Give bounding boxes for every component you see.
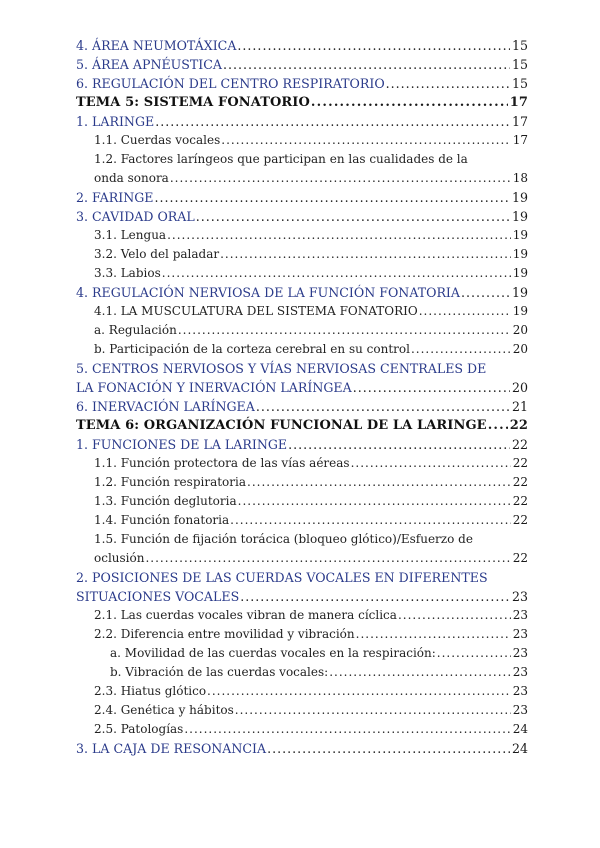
toc-chapter[interactable] [76, 93, 528, 112]
toc-entry[interactable] [76, 454, 528, 473]
toc-entry[interactable] [76, 720, 528, 739]
dot-leader [329, 663, 511, 682]
toc-entry[interactable] [76, 150, 528, 188]
dot-leader [461, 283, 510, 302]
toc-entry-title: 5. ÁREA APNÉUSTICA [76, 57, 223, 72]
toc-entry-title: 4. REGULACIÓN NERVIOSA DE LA FUNCIÓN FONATORIA [76, 285, 460, 300]
toc-entry-title: 2. FARINGE [76, 190, 154, 205]
table-of-contents [76, 36, 528, 758]
dot-leader [178, 321, 511, 340]
toc-entry-title-first-line: 5. CENTROS NERVIOSOS Y VÍAS NERVIOSAS CENTRALES DE [76, 361, 487, 376]
toc-page-number: 23 [511, 589, 528, 604]
dot-leader [145, 549, 510, 568]
toc-page-number: 24 [512, 722, 528, 736]
dot-leader [184, 720, 510, 739]
toc-entry[interactable] [76, 55, 528, 74]
toc-entry-title: 3.3. Labios [94, 266, 161, 280]
toc-entry[interactable] [76, 74, 528, 93]
toc-page-number: 19 [512, 228, 528, 242]
toc-page-number: 22 [512, 513, 528, 527]
toc-entry[interactable] [76, 473, 528, 492]
dot-leader [221, 131, 510, 150]
toc-entry-title: 2.2. Diferencia entre movilidad y vibración [94, 627, 355, 641]
toc-entry-title: 6. INERVACIÓN LARÍNGEA [76, 399, 255, 414]
toc-page-number: 20 [512, 323, 528, 337]
toc-page-number: 15 [511, 57, 528, 72]
dot-leader [240, 587, 510, 606]
toc-entry[interactable] [76, 207, 528, 226]
dot-leader [207, 682, 511, 701]
dot-leader [256, 397, 510, 416]
toc-entry-title: 1.2. Función respiratoria [94, 475, 247, 489]
toc-page-number: 20 [511, 380, 528, 395]
dot-leader [419, 302, 511, 321]
toc-entry[interactable] [76, 663, 528, 682]
toc-entry-title: 1.1. Función protectora de las vías aéreas [94, 456, 350, 470]
toc-entry-title-first-line: 1.2. Factores laríngeos que participan en las cualidades de la [94, 152, 468, 166]
toc-chapter[interactable] [76, 416, 528, 435]
toc-page-number: 19 [512, 266, 528, 280]
dot-leader [353, 378, 510, 397]
toc-entry-title: TEMA 6: ORGANIZACIÓN FUNCIONAL DE LA LARINGE [76, 418, 487, 433]
dot-leader [238, 492, 511, 511]
toc-page-number: 21 [511, 399, 528, 414]
toc-entry[interactable] [76, 321, 528, 340]
toc-entry-title: a. Regulación [94, 323, 177, 337]
toc-page-number: 19 [511, 285, 528, 300]
toc-entry[interactable] [76, 701, 528, 720]
toc-page-number: 23 [512, 627, 528, 641]
dot-leader [155, 188, 510, 207]
toc-entry[interactable] [76, 530, 528, 568]
dot-leader [196, 207, 510, 226]
dot-leader [267, 739, 510, 758]
toc-page-number: 22 [509, 418, 528, 433]
dot-leader [411, 340, 511, 359]
dot-leader [235, 701, 511, 720]
dot-leader [162, 264, 511, 283]
toc-entry[interactable] [76, 283, 528, 302]
toc-entry[interactable] [76, 606, 528, 625]
toc-page-number: 19 [511, 209, 528, 224]
toc-entry[interactable] [76, 36, 528, 55]
toc-page-number: 15 [511, 76, 528, 91]
toc-entry-title: 1.1. Cuerdas vocales [94, 133, 221, 147]
toc-entry[interactable] [76, 625, 528, 644]
dot-leader [230, 511, 511, 530]
toc-entry[interactable] [76, 226, 528, 245]
toc-page-number: 17 [512, 133, 528, 147]
toc-entry-title: oclusión [94, 551, 145, 565]
toc-entry-title-first-line: 2. POSICIONES DE LAS CUERDAS VOCALES EN DIFERENTES [76, 570, 488, 585]
dot-leader [155, 112, 510, 131]
toc-entry-title: 1.3. Función deglutoria [94, 494, 237, 508]
toc-page-number: 20 [512, 342, 528, 356]
dot-leader [170, 169, 511, 188]
toc-entry-title: 6. REGULACIÓN DEL CENTRO RESPIRATORIO [76, 76, 385, 91]
toc-page-number: 23 [512, 608, 528, 622]
toc-page-number: 19 [512, 247, 528, 261]
dot-leader [247, 473, 511, 492]
dot-leader [167, 226, 511, 245]
toc-page-number: 23 [512, 646, 528, 660]
toc-entry[interactable] [76, 644, 528, 663]
toc-page-number: 22 [512, 475, 528, 489]
toc-entry-title: 4. ÁREA NEUMOTÁXICA [76, 38, 237, 53]
toc-page-number: 17 [511, 114, 528, 129]
toc-page-number: 19 [512, 304, 528, 318]
toc-entry[interactable] [76, 682, 528, 701]
toc-page-number: 23 [512, 665, 528, 679]
dot-leader [488, 416, 508, 435]
toc-entry[interactable] [76, 568, 528, 606]
toc-page-number: 23 [512, 703, 528, 717]
toc-entry-title: 1. LARINGE [76, 114, 155, 129]
toc-entry-title: 3.2. Velo del paladar [94, 247, 220, 261]
dot-leader [220, 245, 511, 264]
toc-entry-title: 2.5. Patologías [94, 722, 184, 736]
toc-entry[interactable] [76, 340, 528, 359]
dot-leader [356, 625, 511, 644]
toc-page-number: 23 [512, 684, 528, 698]
toc-entry-title: a. Movilidad de las cuerdas vocales en la respiración: [110, 646, 436, 660]
toc-entry-title: 2.4. Genética y hábitos [94, 703, 234, 717]
toc-page-number: 24 [511, 741, 528, 756]
toc-page-number: 22 [512, 494, 528, 508]
toc-entry[interactable] [76, 302, 528, 321]
toc-entry[interactable] [76, 245, 528, 264]
toc-page-number: 17 [509, 95, 528, 110]
toc-entry-title: TEMA 5: SISTEMA FONATORIO [76, 95, 310, 110]
toc-entry-title: 3. CAVIDAD ORAL [76, 209, 195, 224]
toc-entry[interactable] [76, 188, 528, 207]
toc-entry-title: LA FONACIÓN Y INERVACIÓN LARÍNGEA [76, 380, 352, 395]
dot-leader [288, 435, 510, 454]
toc-page-number: 22 [512, 551, 528, 565]
dot-leader [237, 36, 510, 55]
toc-entry[interactable] [76, 112, 528, 131]
toc-entry[interactable] [76, 492, 528, 511]
dot-leader [398, 606, 511, 625]
toc-entry-title: 4.1. LA MUSCULATURA DEL SISTEMA FONATORIO [94, 304, 418, 318]
toc-entry-title-first-line: 1.5. Función de fijación torácica (bloqueo glótico)/Esfuerzo de [94, 532, 473, 546]
toc-page-number: 22 [512, 456, 528, 470]
toc-entry-title: b. Vibración de las cuerdas vocales: [110, 665, 329, 679]
toc-entry-title: 3. LA CAJA DE RESONANCIA [76, 741, 267, 756]
dot-leader [351, 454, 511, 473]
dot-leader [437, 644, 511, 663]
dot-leader [223, 55, 510, 74]
toc-entry[interactable] [76, 397, 528, 416]
toc-page-number: 19 [511, 190, 528, 205]
toc-entry[interactable] [76, 264, 528, 283]
toc-entry-title: b. Participación de la corteza cerebral en su control [94, 342, 410, 356]
toc-entry[interactable] [76, 511, 528, 530]
toc-entry[interactable] [76, 739, 528, 758]
toc-entry[interactable] [76, 131, 528, 150]
toc-entry-title: 2.1. Las cuerdas vocales vibran de manera cíclica [94, 608, 397, 622]
dot-leader [386, 74, 510, 93]
toc-entry-title: 1. FUNCIONES DE LA LARINGE [76, 437, 288, 452]
toc-entry[interactable] [76, 435, 528, 454]
dot-leader [311, 93, 508, 112]
toc-entry-title: 3.1. Lengua [94, 228, 167, 242]
toc-page-number: 22 [511, 437, 528, 452]
toc-entry[interactable] [76, 359, 528, 397]
toc-page-number: 15 [511, 38, 528, 53]
toc-entry-title: 2.3. Hiatus glótico [94, 684, 207, 698]
toc-page-number: 18 [512, 171, 528, 185]
toc-entry-title: 1.4. Función fonatoria [94, 513, 230, 527]
toc-entry-title: onda sonora [94, 171, 169, 185]
toc-entry-title: SITUACIONES VOCALES [76, 589, 240, 604]
